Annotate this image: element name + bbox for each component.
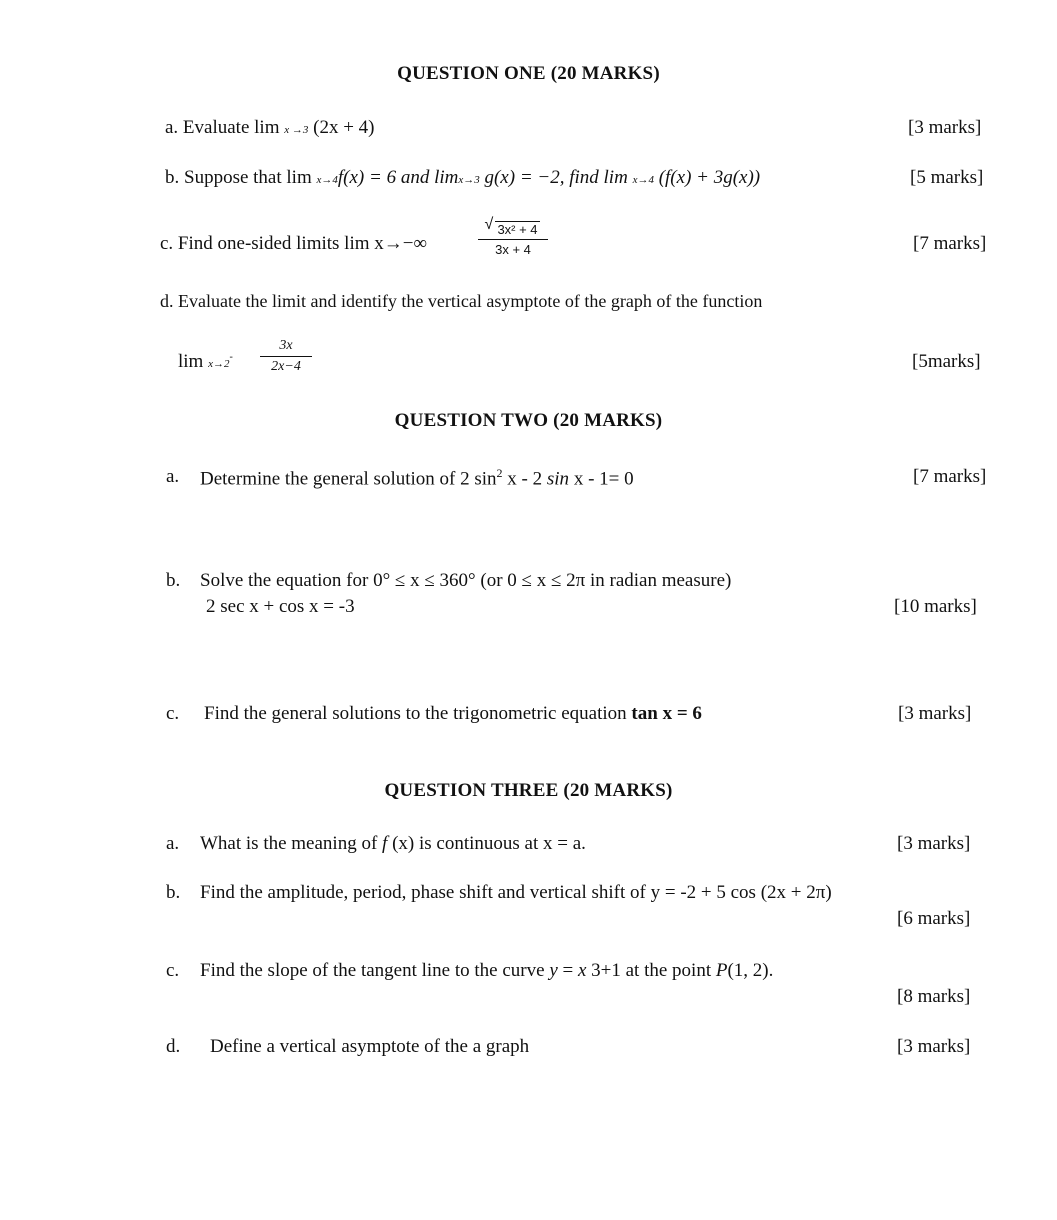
q2-b-line1: Solve the equation for 0° ≤ x ≤ 360° (or 0 ≤ x ≤ 2π in radian measure) [200, 570, 732, 591]
q1-c-fraction: √ 3x² + 4 3x + 4 [478, 221, 548, 256]
q3-c-text: Find the slope of the tangent line to the curve y = x 3+1 at the point P(1, 2). [200, 960, 774, 981]
q2-c-letter: c. [166, 703, 180, 724]
question-two-heading: QUESTION TWO (20 MARKS) [394, 410, 663, 431]
q1-a-text: a. Evaluate lim x →3 (2x + 4) [165, 117, 375, 138]
q3-b-marks: [6 marks] [897, 908, 971, 929]
q1-b-marks: [5 marks] [910, 167, 984, 188]
q2-c-marks: [3 marks] [898, 703, 972, 724]
q3-c-letter: c. [166, 960, 180, 981]
q2-a-letter: a. [166, 466, 180, 487]
q3-a-text: What is the meaning of f (x) is continuous at x = a. [200, 833, 586, 854]
q1-b-text: b. Suppose that lim x→4f(x) = 6 and limx→3 g(x) = −2, find lim x→4 (f(x) + 3g(x)) [165, 167, 761, 188]
q3-a-letter: a. [166, 833, 180, 854]
q3-c-marks: [8 marks] [897, 986, 971, 1007]
q3-d-marks: [3 marks] [897, 1036, 971, 1057]
q2-b-line2: 2 sec x + cos x = -3 [206, 596, 355, 617]
q3-d-letter: d. [166, 1036, 181, 1057]
q1-d-marks: [5marks] [912, 351, 981, 372]
q3-a-marks: [3 marks] [897, 833, 971, 854]
q1-d-limit: lim x→2- [178, 351, 233, 372]
q3-d-text: Define a vertical asymptote of the a graph [210, 1036, 530, 1057]
q2-b-letter: b. [166, 570, 181, 591]
q1-d-fraction: 3x 2x−4 [260, 339, 312, 374]
q2-b-marks: [10 marks] [894, 596, 977, 617]
question-three-heading: QUESTION THREE (20 MARKS) [384, 780, 673, 801]
q2-a-text: Determine the general solution of 2 $\sin^2 x - 2$ sin x - 1= 0 [200, 466, 634, 490]
q3-b-text: Find the amplitude, period, phase shift and vertical shift of y = -2 + 5 cos (2x + 2π) [200, 882, 832, 903]
q1-c-text: c. Find one-sided limits lim x→−∞ [160, 233, 428, 254]
question-one-heading: QUESTION ONE (20 MARKS) [397, 63, 660, 84]
q3-b-letter: b. [166, 882, 181, 903]
q2-c-text: Find the general solutions to the trigonometric equation tan x = 6 [204, 703, 702, 724]
q1-c-marks: [7 marks] [913, 233, 987, 254]
q1-d-text: d. Evaluate the limit and identify the vertical asymptote of the graph of the function [160, 291, 763, 311]
q1-a-marks: [3 marks] [908, 117, 982, 138]
q2-a-marks: [7 marks] [913, 466, 987, 487]
